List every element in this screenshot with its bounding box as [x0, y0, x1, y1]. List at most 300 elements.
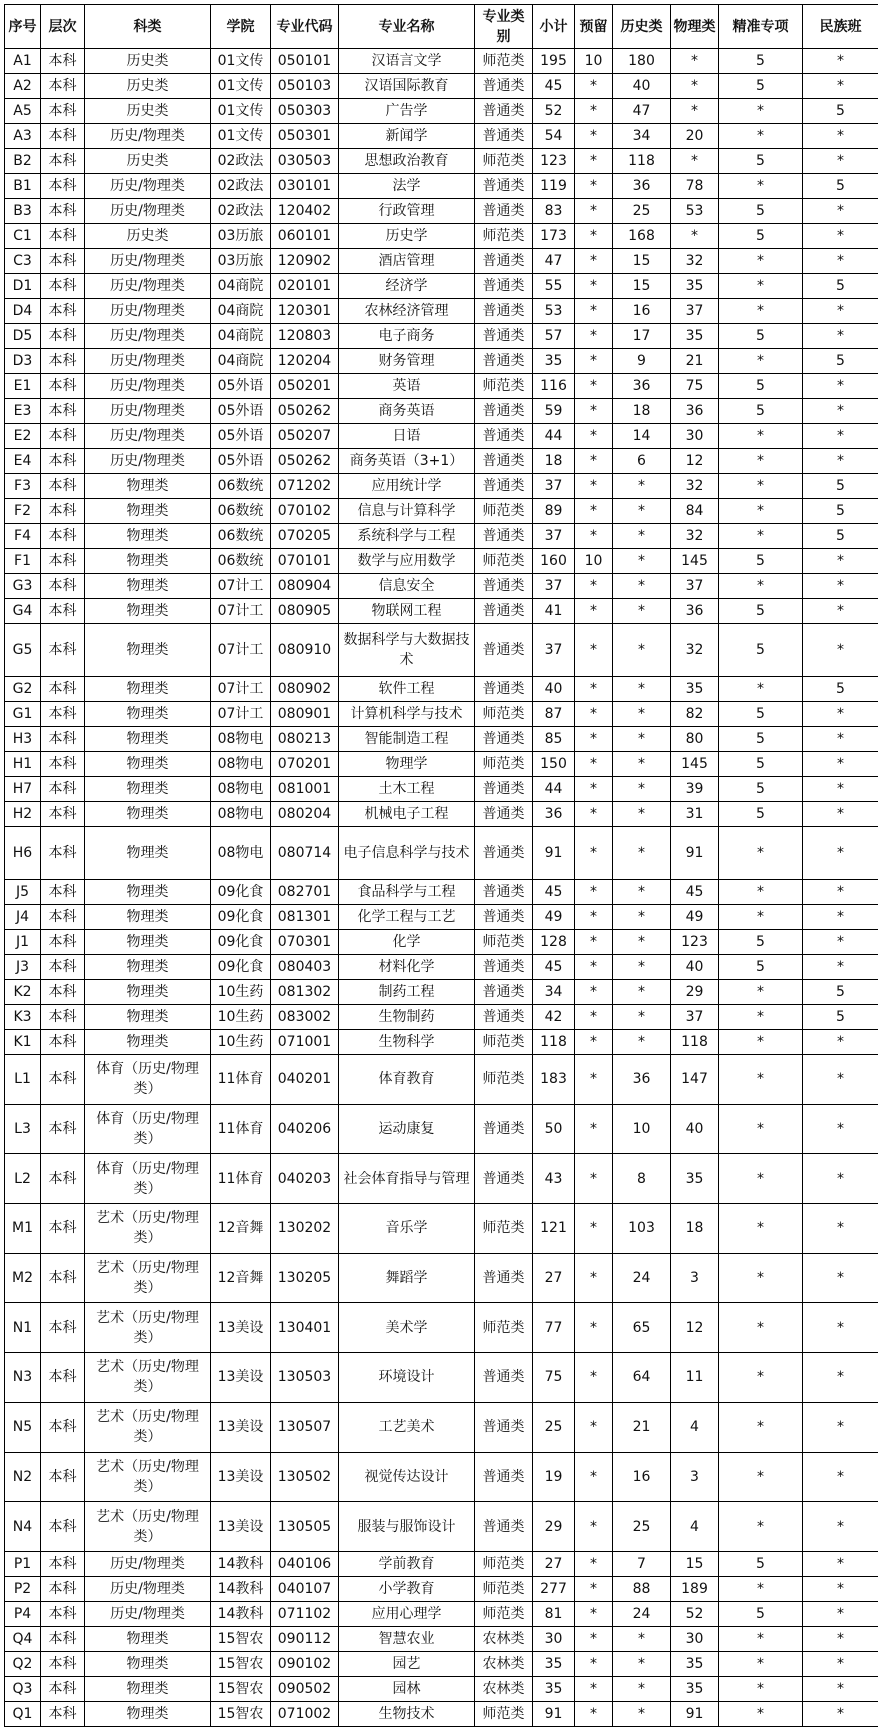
cell-major-type: 普通类: [475, 349, 533, 374]
cell-history: *: [613, 1030, 671, 1055]
cell-subtotal: 36: [533, 802, 575, 827]
cell-major-name: 园艺: [339, 1651, 475, 1676]
cell-targeted: *: [719, 249, 803, 274]
cell-major-code: 040206: [271, 1104, 339, 1154]
table-row: [5, 574, 878, 599]
cell-reserved: *: [575, 624, 613, 677]
cell-level: 本科: [41, 1204, 85, 1254]
cell-college: 07计工: [211, 624, 271, 677]
cell-college: 05外语: [211, 399, 271, 424]
cell-major-code: 050262: [271, 449, 339, 474]
cell-major-name: 物联网工程: [339, 599, 475, 624]
cell-major-type: 师范类: [475, 1204, 533, 1254]
cell-ethnic: *: [803, 1676, 878, 1701]
cell-history: 9: [613, 349, 671, 374]
cell-targeted: 5: [719, 955, 803, 980]
cell-seq: H3: [5, 727, 41, 752]
cell-physics: 84: [671, 499, 719, 524]
cell-major-type: 普通类: [475, 1154, 533, 1204]
cell-major-code: 080714: [271, 827, 339, 880]
cell-reserved: *: [575, 1576, 613, 1601]
cell-seq: E4: [5, 449, 41, 474]
cell-subtotal: 57: [533, 324, 575, 349]
cell-ethnic: *: [803, 224, 878, 249]
cell-major-name: 土木工程: [339, 777, 475, 802]
cell-history: 40: [613, 74, 671, 99]
cell-physics: 123: [671, 930, 719, 955]
cell-history: *: [613, 702, 671, 727]
cell-college: 10生药: [211, 1005, 271, 1030]
cell-college: 15智农: [211, 1651, 271, 1676]
table-row: [5, 474, 878, 499]
cell-major-type: 师范类: [475, 1551, 533, 1576]
cell-reserved: *: [575, 174, 613, 199]
cell-targeted: *: [719, 1303, 803, 1353]
cell-category: 历史/物理类: [85, 349, 211, 374]
cell-seq: K1: [5, 1030, 41, 1055]
cell-seq: G3: [5, 574, 41, 599]
enrollment-plan-table: [4, 4, 878, 1727]
cell-college: 08物电: [211, 827, 271, 880]
cell-history: 15: [613, 274, 671, 299]
cell-seq: D1: [5, 274, 41, 299]
cell-subtotal: 91: [533, 827, 575, 880]
cell-major-name: 制药工程: [339, 980, 475, 1005]
cell-category: 历史/物理类: [85, 374, 211, 399]
cell-major-code: 050207: [271, 424, 339, 449]
cell-level: 本科: [41, 99, 85, 124]
cell-major-name: 智能制造工程: [339, 727, 475, 752]
cell-college: 06数统: [211, 474, 271, 499]
cell-major-type: 师范类: [475, 149, 533, 174]
cell-category: 历史/物理类: [85, 1601, 211, 1626]
cell-major-type: 普通类: [475, 174, 533, 199]
cell-ethnic: 5: [803, 274, 878, 299]
cell-history: *: [613, 677, 671, 702]
cell-history: *: [613, 880, 671, 905]
cell-major-type: 普通类: [475, 449, 533, 474]
cell-physics: 12: [671, 449, 719, 474]
cell-subtotal: 85: [533, 727, 575, 752]
cell-history: 16: [613, 1452, 671, 1502]
cell-physics: 189: [671, 1576, 719, 1601]
cell-college: 06数统: [211, 524, 271, 549]
cell-level: 本科: [41, 524, 85, 549]
cell-level: 本科: [41, 599, 85, 624]
cell-major-name: 舞蹈学: [339, 1253, 475, 1303]
cell-seq: D5: [5, 324, 41, 349]
cell-physics: 37: [671, 299, 719, 324]
cell-major-type: 师范类: [475, 549, 533, 574]
cell-targeted: 5: [719, 777, 803, 802]
cell-physics: 21: [671, 349, 719, 374]
cell-history: *: [613, 549, 671, 574]
cell-ethnic: *: [803, 249, 878, 274]
cell-history: *: [613, 827, 671, 880]
cell-reserved: *: [575, 1303, 613, 1353]
header-seq: 序号: [5, 5, 41, 49]
table-row: [5, 399, 878, 424]
table-row: [5, 74, 878, 99]
cell-major-code: 130505: [271, 1502, 339, 1552]
cell-level: 本科: [41, 574, 85, 599]
cell-targeted: *: [719, 1402, 803, 1452]
cell-targeted: *: [719, 1626, 803, 1651]
cell-college: 08物电: [211, 777, 271, 802]
cell-history: *: [613, 524, 671, 549]
cell-major-code: 130202: [271, 1204, 339, 1254]
cell-level: 本科: [41, 905, 85, 930]
cell-category: 物理类: [85, 474, 211, 499]
cell-ethnic: *: [803, 1154, 878, 1204]
cell-history: 16: [613, 299, 671, 324]
cell-major-type: 普通类: [475, 524, 533, 549]
cell-major-type: 普通类: [475, 1502, 533, 1552]
cell-level: 本科: [41, 727, 85, 752]
cell-college: 13美设: [211, 1353, 271, 1403]
cell-major-type: 师范类: [475, 1601, 533, 1626]
cell-subtotal: 29: [533, 1502, 575, 1552]
cell-major-name: 商务英语（3+1）: [339, 449, 475, 474]
cell-level: 本科: [41, 980, 85, 1005]
cell-physics: 32: [671, 249, 719, 274]
cell-category: 历史类: [85, 224, 211, 249]
cell-targeted: *: [719, 299, 803, 324]
cell-physics: 30: [671, 1626, 719, 1651]
cell-major-code: 081301: [271, 905, 339, 930]
cell-level: 本科: [41, 1055, 85, 1105]
cell-reserved: *: [575, 99, 613, 124]
cell-history: 6: [613, 449, 671, 474]
cell-physics: 35: [671, 274, 719, 299]
cell-category: 体育（历史/物理类）: [85, 1055, 211, 1105]
cell-major-name: 食品科学与工程: [339, 880, 475, 905]
cell-reserved: *: [575, 574, 613, 599]
cell-level: 本科: [41, 1701, 85, 1726]
cell-reserved: *: [575, 802, 613, 827]
cell-seq: J4: [5, 905, 41, 930]
cell-level: 本科: [41, 677, 85, 702]
cell-ethnic: *: [803, 1551, 878, 1576]
cell-physics: 53: [671, 199, 719, 224]
cell-seq: N2: [5, 1452, 41, 1502]
cell-category: 物理类: [85, 524, 211, 549]
table-row: [5, 1551, 878, 1576]
cell-major-type: 师范类: [475, 1303, 533, 1353]
cell-seq: H1: [5, 752, 41, 777]
cell-level: 本科: [41, 1452, 85, 1502]
cell-college: 11体育: [211, 1055, 271, 1105]
cell-major-code: 090112: [271, 1626, 339, 1651]
header-reserved: 预留: [575, 5, 613, 49]
cell-subtotal: 18: [533, 449, 575, 474]
table-row: [5, 374, 878, 399]
cell-subtotal: 25: [533, 1402, 575, 1452]
cell-seq: K2: [5, 980, 41, 1005]
cell-subtotal: 183: [533, 1055, 575, 1105]
cell-targeted: 5: [719, 599, 803, 624]
cell-subtotal: 30: [533, 1626, 575, 1651]
cell-category: 历史类: [85, 149, 211, 174]
cell-history: 88: [613, 1576, 671, 1601]
cell-history: *: [613, 930, 671, 955]
cell-targeted: 5: [719, 549, 803, 574]
cell-major-code: 090502: [271, 1676, 339, 1701]
cell-level: 本科: [41, 702, 85, 727]
cell-targeted: *: [719, 1676, 803, 1701]
cell-targeted: 5: [719, 930, 803, 955]
cell-college: 15智农: [211, 1701, 271, 1726]
table-row: [5, 624, 878, 677]
cell-ethnic: *: [803, 1253, 878, 1303]
cell-major-name: 数学与应用数学: [339, 549, 475, 574]
cell-physics: *: [671, 99, 719, 124]
cell-major-type: 师范类: [475, 752, 533, 777]
cell-history: *: [613, 1676, 671, 1701]
table-row: [5, 49, 878, 74]
cell-major-type: 师范类: [475, 930, 533, 955]
cell-category: 历史类: [85, 74, 211, 99]
cell-major-code: 120301: [271, 299, 339, 324]
cell-physics: *: [671, 49, 719, 74]
cell-college: 04商院: [211, 274, 271, 299]
table-row: [5, 955, 878, 980]
cell-college: 08物电: [211, 752, 271, 777]
cell-subtotal: 37: [533, 524, 575, 549]
cell-history: *: [613, 777, 671, 802]
cell-reserved: *: [575, 474, 613, 499]
cell-level: 本科: [41, 449, 85, 474]
cell-ethnic: *: [803, 574, 878, 599]
cell-category: 物理类: [85, 677, 211, 702]
cell-reserved: *: [575, 930, 613, 955]
cell-seq: J1: [5, 930, 41, 955]
cell-subtotal: 35: [533, 349, 575, 374]
cell-major-code: 070201: [271, 752, 339, 777]
cell-subtotal: 44: [533, 777, 575, 802]
cell-subtotal: 37: [533, 624, 575, 677]
cell-college: 07计工: [211, 677, 271, 702]
cell-subtotal: 54: [533, 124, 575, 149]
cell-history: *: [613, 624, 671, 677]
cell-category: 历史类: [85, 99, 211, 124]
cell-targeted: *: [719, 124, 803, 149]
cell-category: 物理类: [85, 1676, 211, 1701]
cell-college: 14教科: [211, 1576, 271, 1601]
cell-reserved: *: [575, 324, 613, 349]
cell-targeted: *: [719, 980, 803, 1005]
header-major-code: 专业代码: [271, 5, 339, 49]
cell-targeted: 5: [719, 1601, 803, 1626]
cell-college: 13美设: [211, 1452, 271, 1502]
cell-college: 05外语: [211, 424, 271, 449]
cell-targeted: *: [719, 574, 803, 599]
header-ethnic: 民族班: [803, 5, 878, 49]
cell-major-code: 040107: [271, 1576, 339, 1601]
cell-targeted: *: [719, 99, 803, 124]
cell-history: 36: [613, 374, 671, 399]
table-row: [5, 1651, 878, 1676]
cell-subtotal: 42: [533, 1005, 575, 1030]
table-body: [5, 49, 878, 1727]
table-row: [5, 777, 878, 802]
cell-physics: 37: [671, 574, 719, 599]
cell-subtotal: 77: [533, 1303, 575, 1353]
cell-level: 本科: [41, 224, 85, 249]
cell-physics: 45: [671, 880, 719, 905]
cell-targeted: 5: [719, 374, 803, 399]
cell-category: 物理类: [85, 752, 211, 777]
cell-major-type: 普通类: [475, 299, 533, 324]
table-row: [5, 349, 878, 374]
cell-targeted: 5: [719, 727, 803, 752]
cell-major-type: 普通类: [475, 474, 533, 499]
cell-major-type: 普通类: [475, 74, 533, 99]
cell-history: *: [613, 599, 671, 624]
cell-physics: 145: [671, 549, 719, 574]
cell-ethnic: *: [803, 424, 878, 449]
cell-seq: E3: [5, 399, 41, 424]
cell-category: 物理类: [85, 880, 211, 905]
cell-subtotal: 89: [533, 499, 575, 524]
cell-history: *: [613, 802, 671, 827]
cell-major-name: 机械电子工程: [339, 802, 475, 827]
table-row: [5, 299, 878, 324]
cell-subtotal: 91: [533, 1701, 575, 1726]
cell-major-name: 生物科学: [339, 1030, 475, 1055]
cell-major-code: 071001: [271, 1030, 339, 1055]
cell-college: 06数统: [211, 499, 271, 524]
cell-targeted: 5: [719, 702, 803, 727]
cell-category: 历史/物理类: [85, 399, 211, 424]
cell-targeted: 5: [719, 324, 803, 349]
cell-seq: Q2: [5, 1651, 41, 1676]
cell-major-name: 财务管理: [339, 349, 475, 374]
cell-subtotal: 83: [533, 199, 575, 224]
cell-level: 本科: [41, 424, 85, 449]
header-level: 层次: [41, 5, 85, 49]
cell-college: 02政法: [211, 199, 271, 224]
cell-reserved: *: [575, 124, 613, 149]
cell-college: 14教科: [211, 1601, 271, 1626]
cell-level: 本科: [41, 1626, 85, 1651]
cell-ethnic: 5: [803, 524, 878, 549]
cell-major-code: 080905: [271, 599, 339, 624]
cell-college: 13美设: [211, 1303, 271, 1353]
cell-physics: 78: [671, 174, 719, 199]
table-header: [5, 5, 878, 49]
cell-seq: B3: [5, 199, 41, 224]
cell-physics: 30: [671, 424, 719, 449]
cell-ethnic: *: [803, 1601, 878, 1626]
cell-physics: 35: [671, 1154, 719, 1204]
header-major-name: 专业名称: [339, 5, 475, 49]
cell-targeted: *: [719, 880, 803, 905]
cell-physics: 15: [671, 1551, 719, 1576]
cell-seq: N5: [5, 1402, 41, 1452]
cell-major-code: 090102: [271, 1651, 339, 1676]
cell-category: 艺术（历史/物理类）: [85, 1303, 211, 1353]
table-row: [5, 880, 878, 905]
cell-level: 本科: [41, 827, 85, 880]
cell-targeted: 5: [719, 802, 803, 827]
cell-ethnic: *: [803, 1576, 878, 1601]
cell-ethnic: *: [803, 955, 878, 980]
cell-ethnic: *: [803, 1353, 878, 1403]
header-physics: 物理类: [671, 5, 719, 49]
table-row: [5, 124, 878, 149]
cell-college: 02政法: [211, 149, 271, 174]
cell-major-code: 080204: [271, 802, 339, 827]
cell-category: 历史/物理类: [85, 424, 211, 449]
cell-college: 13美设: [211, 1402, 271, 1452]
cell-level: 本科: [41, 1551, 85, 1576]
cell-major-code: 081001: [271, 777, 339, 802]
cell-ethnic: 5: [803, 677, 878, 702]
cell-seq: H2: [5, 802, 41, 827]
cell-history: *: [613, 905, 671, 930]
cell-college: 01文传: [211, 99, 271, 124]
cell-level: 本科: [41, 1651, 85, 1676]
cell-reserved: *: [575, 1055, 613, 1105]
cell-seq: F1: [5, 549, 41, 574]
cell-major-code: 070102: [271, 499, 339, 524]
cell-history: 25: [613, 1502, 671, 1552]
cell-seq: D4: [5, 299, 41, 324]
cell-major-name: 物理学: [339, 752, 475, 777]
table-row: [5, 1353, 878, 1403]
cell-subtotal: 116: [533, 374, 575, 399]
cell-ethnic: 5: [803, 174, 878, 199]
header-college: 学院: [211, 5, 271, 49]
cell-subtotal: 55: [533, 274, 575, 299]
cell-history: *: [613, 474, 671, 499]
cell-history: 36: [613, 1055, 671, 1105]
cell-college: 13美设: [211, 1502, 271, 1552]
cell-major-type: 普通类: [475, 955, 533, 980]
cell-major-code: 082701: [271, 880, 339, 905]
cell-subtotal: 41: [533, 599, 575, 624]
cell-seq: N1: [5, 1303, 41, 1353]
cell-level: 本科: [41, 802, 85, 827]
cell-ethnic: *: [803, 299, 878, 324]
cell-subtotal: 150: [533, 752, 575, 777]
cell-major-type: 普通类: [475, 677, 533, 702]
cell-ethnic: *: [803, 827, 878, 880]
cell-reserved: *: [575, 1104, 613, 1154]
cell-seq: G5: [5, 624, 41, 677]
cell-seq: M2: [5, 1253, 41, 1303]
cell-seq: G2: [5, 677, 41, 702]
cell-physics: 147: [671, 1055, 719, 1105]
cell-ethnic: 5: [803, 499, 878, 524]
cell-history: 17: [613, 324, 671, 349]
cell-subtotal: 195: [533, 49, 575, 74]
cell-major-code: 050103: [271, 74, 339, 99]
cell-subtotal: 52: [533, 99, 575, 124]
cell-major-type: 普通类: [475, 124, 533, 149]
cell-targeted: *: [719, 349, 803, 374]
table-row: [5, 424, 878, 449]
cell-subtotal: 27: [533, 1551, 575, 1576]
cell-major-type: 师范类: [475, 1701, 533, 1726]
cell-history: 103: [613, 1204, 671, 1254]
cell-targeted: 5: [719, 1551, 803, 1576]
cell-major-code: 070101: [271, 549, 339, 574]
cell-subtotal: 35: [533, 1651, 575, 1676]
cell-subtotal: 160: [533, 549, 575, 574]
cell-major-code: 080901: [271, 702, 339, 727]
